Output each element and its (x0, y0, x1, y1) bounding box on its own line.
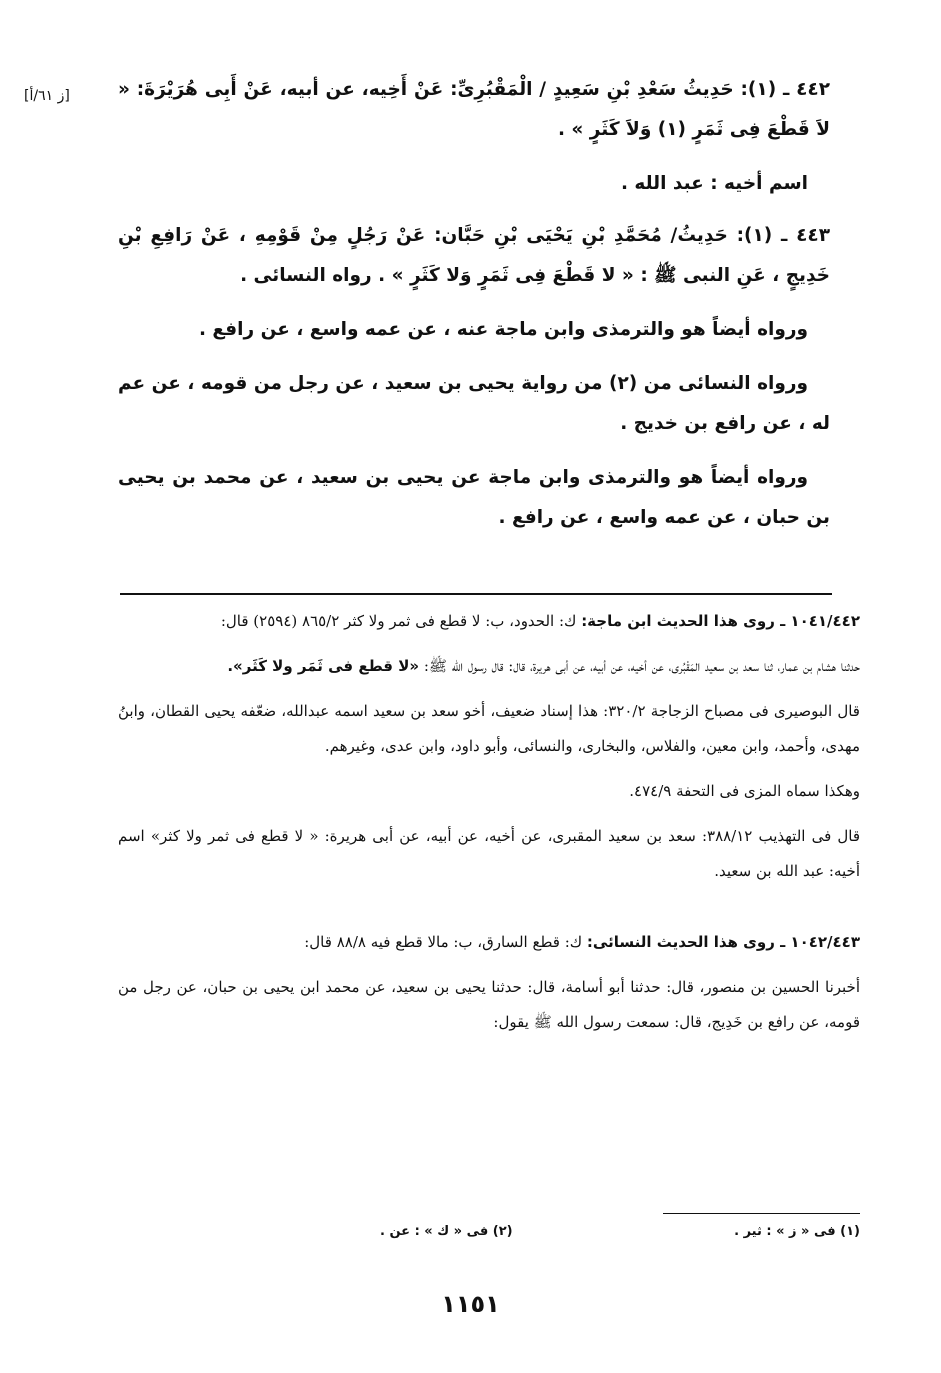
footnotes (380, 1224, 860, 1239)
page-number: ١١٥١ (441, 1290, 500, 1318)
note-1041-chain: حدثنا هشام بن عمار، ثنا سعد بن سعيد المَقْبُرى، عن أخيه، عن أبيه، عن أبى هريرة، قال: قال رسول الله ﷺ: (419, 657, 860, 675)
narration-line-2: ورواه النسائى من (٢) من رواية يحيى بن سعيد ، عن رجل من قومه ، عن عم له ، عن رافع بن خديج . (118, 373, 830, 434)
narration-line-3: ورواه أيضاً هو والترمذى وابن ماجة عن يحيى بن سعيد ، عن محمد بن يحيى بن حبان ، عن عمه واسع ، عن رافع . (118, 467, 830, 528)
hadith-442: ٤٤٢ ـ (١): حَدِيثُ سَعْدِ بْنِ سَعِيدٍ / الْمَقْبُرِىِّ: عَنْ أَخِيه، عن أبيه، عَنْ أَبِى هُرَيْرَةَ: « لاَ قَطْعَ فِى ثَمَرٍ (١) وَلاَ كَثَرٍ » . (118, 79, 830, 140)
margin-folio-note: [ز ٦١/أ] (24, 88, 70, 104)
footnote-1: (١) فى « ز » : ثير . (734, 1224, 860, 1239)
note-1041-text (118, 649, 860, 684)
mizzi-comment: وهكذا سماه المزى فى التحفة ٤٧٤/٩. (629, 782, 860, 800)
footnote-2: (٢) فى « ك » : عن . (380, 1224, 513, 1239)
note-1042-ref: ك: قطع السارق، ب: مالا قطع فيه ٨٨/٨ قال: (304, 933, 587, 951)
tahdhib-comment: قال فى التهذيب ٣٨٨/١٢: سعد بن سعيد المقبرى، عن أخيه، عن أبيه، عن أبى هريرة: « لا قطع فى ثمر ولا كثر» اسم أخيه: عبد الله بن سعيد. (118, 827, 861, 880)
main-text-block (118, 70, 830, 552)
hadith-443: ٤٤٣ ـ (١): حَدِيثُ/ مُحَمَّدِ بْنِ يَحْيَى بْنِ حَبَّان: عَنْ رَجُلٍ مِنْ قَوْمِهِ ، عَنْ رَافِعِ بْنِ خَدِيجٍ ، عَنِ النبى ﷺ : « لا قَطْعَ فِى ثَمَرٍ وَلا كَثَرٍ » . رواه النسائى . (118, 225, 830, 286)
note-1041-ref: ك: الحدود، ب: لا قطع فى ثمر ولا كثر ٨٦٥/٢ (٢٥٩٤) قال: (220, 612, 582, 630)
note-1041-quote: «لا قطع فى ثَمَر ولا كَثَر». (227, 657, 420, 675)
footnote-separator-rule (663, 1213, 860, 1214)
commentary-block (118, 604, 860, 1050)
note-1042 (118, 925, 860, 960)
note-1042-text: أخبرنا الحسين بن منصور، قال: حدثنا أبو أسامة، قال: حدثنا يحيى بن سعيد، عن محمد ابن يحيى بن حبان، عن رجل من قومه، عن رافع بن خَدِيج، قال: سمعت رسول الله ﷺ يقول: (118, 978, 860, 1031)
narration-line-1: ورواه أيضاً هو والترمذى وابن ماجة عنه ، عن عمه واسع ، عن رافع . (198, 319, 808, 340)
brother-name-line: اسم أخيه : عبد الله . (620, 173, 808, 194)
main-separator-rule (120, 593, 832, 595)
note-1042-heading: ١٠٤٢/٤٤٣ ـ روى هذا الحديث النسائى: (586, 933, 860, 951)
busiri-comment: قال البوصيرى فى مصباح الزجاجة ٣٢٠/٢: هذا إسناد ضعيف، أخو سعد بن سعيد اسمه عبدالله، ضعّفه يحيى القطان، وابنُ مهدى، وأحمد، وابن معين، والفلاس، والبخارى، والنسائى، وأبو داود، وابن عدى، وغيرهم. (118, 702, 860, 755)
note-1041-heading: ١٠٤١/٤٤٢ ـ روى هذا الحديث ابن ماجة: (581, 612, 860, 630)
note-1041 (118, 604, 860, 639)
